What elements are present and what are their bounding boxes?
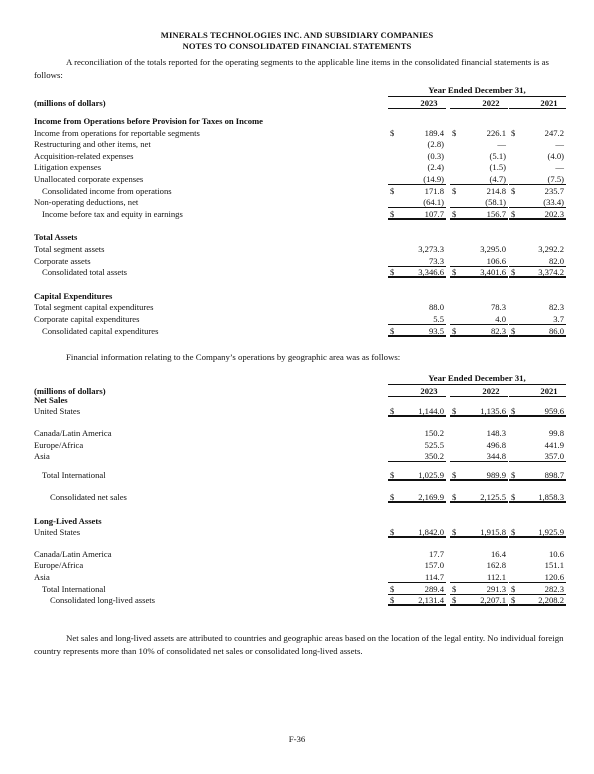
currency-symbol: $ [452,526,457,537]
value-cell: 82.0 [548,255,564,266]
value-cell: 1,858.3 [538,491,564,502]
currency-symbol: $ [390,595,395,606]
table-row [34,128,564,140]
currency-symbol: $ [511,406,516,416]
value-cell: 1,842.0 [418,526,444,537]
table-row [34,572,564,584]
units-label-text: (millions of dollars) [34,98,106,108]
value-cell: 82.3 [548,302,564,313]
intro-paragraph-1: A reconciliation of the totals reported for the operating segments to the applicable line items in the consolidated financial statements is as follows: [34,57,549,80]
table-row [34,406,564,418]
underline [450,461,508,462]
table-row [34,162,564,174]
currency-symbol: $ [452,325,457,336]
currency-symbol: $ [390,583,395,594]
row-label: Europe/Africa [34,560,84,571]
value-cell: 86.0 [548,325,564,336]
value-cell: 114.7 [424,572,444,582]
year-header: 2022 [482,386,500,396]
row-label: Consolidated total assets [42,267,127,278]
table-row [34,451,564,463]
value-cell: 2,131.4 [418,595,444,606]
currency-symbol: $ [390,127,395,138]
value-cell: 525.5 [424,439,444,450]
section-heading: NOTES TO CONSOLIDATED FINANCIAL STATEMENTS [182,41,412,51]
double-underline [509,276,566,278]
currency-symbol: $ [390,325,395,336]
section-title: Capital Expenditures [34,290,113,301]
value-cell: 3,273.3 [418,244,444,254]
period-underline [388,96,566,97]
value-cell: — [555,162,564,173]
value-cell: (0.3) [427,150,444,161]
year-underline [388,108,446,109]
value-cell: 1,144.0 [418,406,444,416]
table-row [34,560,564,572]
value-cell: 989.9 [486,469,506,480]
value-cell: 441.9 [544,439,564,450]
company-heading: MINERALS TECHNOLOGIES INC. AND SUBSIDIARY COMPANIES [160,30,434,40]
value-cell: 73.3 [428,255,444,266]
value-cell: 291.3 [486,583,506,594]
double-underline [509,415,566,417]
page-number: F-36 [288,734,306,744]
double-underline [509,218,566,220]
value-cell: 171.8 [424,185,444,196]
value-cell: 282.3 [544,583,564,594]
section-title: Income from Operations before Provision for Taxes on Income [34,116,263,126]
value-cell: 226.1 [486,127,506,138]
row-label: Asia [34,451,50,462]
value-cell: 898.7 [544,469,564,480]
double-underline [450,604,508,606]
value-cell: 3,295.0 [480,244,506,254]
value-cell: 247.2 [544,127,564,138]
year-header: 2023 [420,386,438,396]
value-cell: 235.7 [544,185,564,196]
value-cell: 107.7 [424,208,444,219]
value-cell: 3,401.6 [480,267,506,278]
currency-symbol: $ [452,491,457,502]
value-cell: 99.8 [548,428,564,438]
currency-symbol: $ [511,583,516,594]
double-underline [388,536,446,538]
value-cell: (5.1) [489,150,506,161]
table-row [34,440,564,452]
currency-symbol: $ [390,208,395,219]
value-cell: (14.9) [423,174,444,184]
row-label: Total segment assets [34,244,105,254]
value-cell: 3,374.2 [538,267,564,278]
currency-symbol: $ [511,185,516,196]
value-cell: 157.0 [424,560,444,571]
double-underline [388,479,446,481]
table-row [34,492,564,504]
underline [388,461,446,462]
row-label: Canada/Latin America [34,428,112,438]
value-cell: 1,925.9 [538,526,564,537]
currency-symbol: $ [452,127,457,138]
double-underline [450,501,508,503]
year-header: 2023 [420,98,438,108]
table-row [34,291,564,303]
year-header: 2022 [482,98,500,108]
value-cell: 3,346.6 [418,267,444,278]
value-cell: 189.4 [424,127,444,138]
value-cell: (33.4) [543,197,564,208]
value-cell: 150.2 [424,428,444,438]
double-underline [388,415,446,417]
row-label: Consolidated income from operations [42,185,172,196]
double-underline [509,335,566,337]
currency-symbol: $ [390,406,395,416]
underline [509,461,566,462]
currency-symbol: $ [511,208,516,219]
double-underline [388,335,446,337]
currency-symbol: $ [390,526,395,537]
table-row [34,516,564,528]
intro-paragraph-2: Financial information relating to the Company’s operations by geographic area was as follows: [66,352,401,362]
currency-symbol: $ [511,325,516,336]
value-cell: 10.6 [548,548,564,559]
currency-symbol: $ [390,267,395,278]
row-label: Corporate capital expenditures [34,314,140,324]
value-cell: (58.1) [485,197,506,208]
value-cell: 16.4 [490,548,506,559]
value-cell: 202.3 [544,208,564,219]
value-cell: 4.0 [495,314,506,324]
closing-paragraph: Net sales and long-lived assets are attributed to countries and geographic areas based on the location of the legal entity. No individual foreign country represents more than 10% of consolidated net sales or consolidated long-lived assets. [34,633,564,656]
value-cell: (7.5) [547,174,564,184]
table-row [34,197,564,209]
row-label: Unallocated corporate expenses [34,174,144,184]
currency-symbol: $ [390,469,395,480]
value-cell: 1,135.6 [480,406,506,416]
double-underline [450,335,508,337]
double-underline [450,536,508,538]
currency-symbol: $ [511,595,516,606]
double-underline [450,276,508,278]
year-header: 2021 [540,98,558,108]
table-row [34,232,564,244]
currency-symbol: $ [452,595,457,606]
double-underline [509,536,566,538]
value-cell: 17.7 [428,548,444,559]
table-row [34,116,564,128]
value-cell: 82.3 [490,325,506,336]
period-header: Year Ended December 31, [428,373,526,383]
table-row [34,428,564,440]
row-label: Total International [42,583,106,594]
value-cell: 1,915.8 [480,526,506,537]
value-cell: 93.5 [428,325,444,336]
double-underline [509,479,566,481]
value-cell: 1,025.9 [418,469,444,480]
value-cell: 120.6 [544,572,564,582]
currency-symbol: $ [511,469,516,480]
value-cell: 289.4 [424,583,444,594]
row-label: Income from operations for reportable segments [34,127,200,138]
table-row [34,151,564,163]
currency-symbol: $ [452,267,457,278]
row-label: Acquisition-related expenses [34,150,134,161]
table-row [34,244,564,256]
row-label: Income before tax and equity in earnings [42,208,183,219]
value-cell: 162.8 [486,560,506,571]
period-underline [388,384,566,385]
value-cell: 106.6 [486,255,506,266]
row-label: Canada/Latin America [34,548,112,559]
year-underline [509,108,566,109]
row-label: United States [34,526,81,537]
double-underline [388,604,446,606]
currency-symbol: $ [452,406,457,416]
value-cell: 3.7 [553,314,564,324]
row-label: Europe/Africa [34,439,84,450]
value-cell: 2,169.9 [418,491,444,502]
currency-symbol: $ [452,469,457,480]
value-cell: 151.1 [544,560,564,571]
value-cell: (1.5) [489,162,506,173]
year-underline [450,108,508,109]
double-underline [509,501,566,503]
table-row [34,395,564,407]
value-cell: 2,125.5 [480,491,506,502]
table-row [34,595,564,607]
row-label: Consolidated capital expenditures [42,325,159,336]
currency-symbol: $ [452,185,457,196]
table-row [34,527,564,539]
table-row [34,326,564,338]
row-label: Consolidated net sales [50,491,127,502]
value-cell: 156.7 [486,208,506,219]
table-row [34,470,564,482]
value-cell: (4.7) [489,174,506,184]
row-label: Asia [34,572,50,582]
table-row [34,209,564,221]
double-underline [388,501,446,503]
value-cell: 344.8 [486,451,506,462]
double-underline [388,276,446,278]
section-title: Long-Lived Assets [34,515,102,526]
double-underline [450,218,508,220]
value-cell: 350.2 [424,451,444,462]
currency-symbol: $ [390,491,395,502]
year-header: 2021 [540,386,558,396]
row-label: Corporate assets [34,255,91,266]
value-cell: 2,207.1 [480,595,506,606]
table-row [34,314,564,326]
value-cell: 496.8 [486,439,506,450]
row-label: United States [34,406,81,416]
value-cell: 357.0 [544,451,564,462]
table-row [34,267,564,279]
table-row [34,584,564,596]
value-cell: 88.0 [428,302,444,313]
value-cell: — [555,139,564,150]
row-label: Non-operating deductions, net [34,197,139,208]
table-row [34,186,564,198]
double-underline [509,604,566,606]
value-cell: (2.8) [427,139,444,150]
row-label: Litigation expenses [34,162,102,173]
value-cell: 148.3 [486,428,506,438]
double-underline [450,415,508,417]
currency-symbol: $ [452,583,457,594]
double-underline [388,218,446,220]
currency-symbol: $ [511,526,516,537]
currency-symbol: $ [452,208,457,219]
currency-symbol: $ [511,267,516,278]
table-row [34,139,564,151]
currency-symbol: $ [511,127,516,138]
value-cell: (4.0) [547,150,564,161]
row-label: Consolidated long-lived assets [50,595,156,606]
currency-symbol: $ [511,491,516,502]
table-row [34,302,564,314]
period-header: Year Ended December 31, [428,85,526,95]
value-cell: 78.3 [490,302,506,313]
value-cell: 3,292.2 [538,244,564,254]
value-cell: (64.1) [423,197,444,208]
value-cell: 959.6 [544,406,564,416]
section-title: Net Sales [34,395,68,405]
units-label-text: (millions of dollars) [34,386,106,396]
row-label: Restructuring and other items, net [34,139,151,150]
table-row [34,256,564,268]
value-cell: 214.8 [486,185,506,196]
value-cell: (2.4) [427,162,444,173]
value-cell: — [497,139,506,150]
row-label: Total segment capital expenditures [34,302,154,313]
value-cell: 112.1 [486,572,506,582]
currency-symbol: $ [390,185,395,196]
double-underline [450,479,508,481]
value-cell: 2,208.2 [538,595,564,606]
row-label: Total International [42,469,106,480]
table-row [34,549,564,561]
section-title: Total Assets [34,232,78,243]
value-cell: 5.5 [433,314,444,324]
table-row [34,174,564,186]
